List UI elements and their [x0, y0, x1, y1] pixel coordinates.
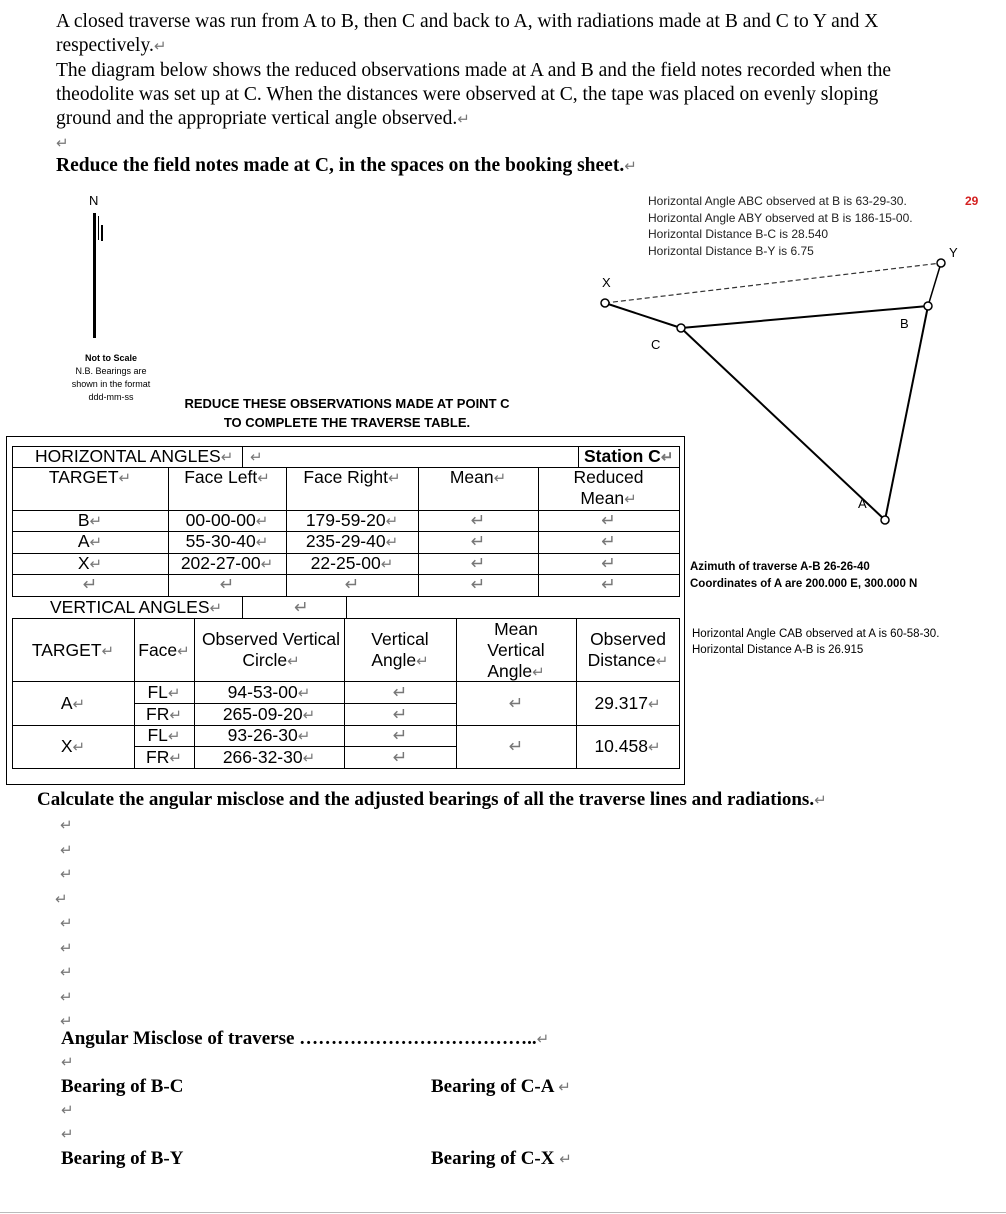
calc-question: Calculate the angular misclose and the adjusted bearings of all the traverse lines and radiations.↵: [37, 789, 827, 810]
vertical-spacer: ↵: [294, 597, 309, 617]
h-row-empty-5: ↵: [601, 574, 616, 594]
h-row-empty-4: ↵: [470, 574, 486, 594]
station-label: Station C↵: [584, 446, 674, 466]
page-number: 29: [965, 194, 979, 208]
bearing-cx-label: Bearing of C-X ↵: [431, 1148, 572, 1169]
line-a-b: [885, 306, 928, 520]
v-row-x-face-fr: FR↵: [146, 747, 182, 767]
v-row-a-face-fl: FL↵: [147, 682, 181, 702]
intro-line-5: ground and the appropriate vertical angle observed.↵: [56, 108, 470, 129]
v-row-a-reading-fl: 94-53-00↵: [227, 682, 311, 702]
h-row-a-reduced[interactable]: ↵: [601, 531, 616, 551]
blank-line-1: ↵: [61, 1055, 74, 1071]
v-row-a-angle-fr[interactable]: ↵: [392, 704, 408, 724]
header-reduced-mean: Reduced Mean↵: [573, 467, 644, 508]
h-row-a-fl: 55-30-40↵: [185, 531, 269, 551]
header-face-left: Face Left↵: [184, 467, 270, 487]
h-row-empty-3: ↵: [344, 574, 360, 594]
vertical-angles-label: VERTICAL ANGLES↵: [50, 597, 223, 617]
instruction-text: Reduce the field notes made at C, in the spaces on the booking sheet.↵: [56, 155, 637, 176]
h-row-b-reduced[interactable]: ↵: [601, 510, 616, 530]
v-header-mean-vertical: Mean Vertical Angle↵: [487, 619, 545, 681]
v-row-x-mean[interactable]: ↵: [508, 736, 524, 756]
v-row-x-distance: 10.458↵: [594, 736, 661, 756]
blank-line-2: ↵: [61, 1103, 74, 1119]
radiation-line-xy: [605, 263, 941, 303]
h-row-a-mean[interactable]: ↵: [470, 531, 486, 551]
spacer-mark: ↵: [250, 449, 263, 466]
h-row-a-target: A↵: [77, 531, 103, 551]
blank-paragraph: ↵: [56, 136, 69, 152]
point-b-icon: [924, 302, 932, 310]
horizontal-angles-label: HORIZONTAL ANGLES↵: [35, 446, 234, 466]
h-row-b-mean[interactable]: ↵: [470, 510, 486, 530]
observations-at-b: Horizontal Angle ABC observed at B is 63-29-30. Horizontal Angle ABY observed at B is 186-15-00. Horizontal Distance B-C is 28.540 Horizontal Distance B-Y is 6.75: [648, 194, 913, 258]
header-face-right: Face Right↵: [303, 467, 401, 487]
h-row-x-fr: 22-25-00↵: [310, 553, 394, 573]
line-b-y: [928, 263, 941, 306]
v-row-a-angle-fl[interactable]: ↵: [392, 682, 408, 702]
answer-space[interactable]: ↵ ↵ ↵ ↵ ↵ ↵ ↵ ↵ ↵: [55, 818, 73, 1030]
point-a-icon: [881, 516, 889, 524]
point-y-icon: [937, 259, 945, 267]
line-c-a: [681, 328, 885, 520]
line-b-c: [681, 306, 928, 328]
h-row-x-mean[interactable]: ↵: [470, 553, 486, 573]
reduce-note: REDUCE THESE OBSERVATIONS MADE AT POINT C TO COMPLETE THE TRAVERSE TABLE.: [184, 396, 510, 430]
bearing-bc-label: Bearing of B-C: [61, 1076, 184, 1097]
label-b: B: [900, 316, 909, 331]
intro-line-2: respectively.↵: [56, 35, 167, 56]
h-row-b-fr: 179-59-20↵: [305, 510, 399, 530]
point-c-icon: [677, 324, 685, 332]
v-header-vertical-angle: Vertical Angle↵: [371, 629, 429, 670]
v-header-face: Face↵: [138, 640, 190, 660]
label-y: Y: [949, 245, 958, 260]
intro-line-4: theodolite was set up at C. When the distances were observed at C, the tape was placed on evenly sloping: [56, 84, 879, 105]
angular-misclose-line[interactable]: Angular Misclose of traverse ………………………………..↵: [61, 1028, 550, 1049]
v-row-a-target: A↵: [60, 693, 86, 713]
bearing-by-label: Bearing of B-Y: [61, 1148, 184, 1169]
line-c-x: [605, 303, 681, 328]
observations-at-a-bold: Azimuth of traverse A-B 26-26-40 Coordinates of A are 200.000 E, 300.000 N: [690, 561, 918, 590]
v-header-observed-distance: Observed Distance↵: [587, 629, 669, 670]
v-row-x-face-fl: FL↵: [147, 725, 181, 745]
v-row-x-reading-fr: 266-32-30↵: [222, 747, 316, 767]
v-row-a-reading-fr: 265-09-20↵: [222, 704, 316, 724]
v-row-x-reading-fl: 93-26-30↵: [227, 725, 311, 745]
blank-line-3: ↵: [61, 1127, 74, 1143]
h-row-empty-2: ↵: [219, 574, 235, 594]
v-row-x-target: X↵: [60, 736, 86, 756]
h-row-a-fr: 235-29-40↵: [305, 531, 399, 551]
header-mean: Mean↵: [449, 467, 507, 487]
observations-at-a: Horizontal Angle CAB observed at A is 60-58-30. Horizontal Distance A-B is 26.915: [692, 628, 940, 656]
label-x: X: [602, 275, 611, 290]
h-row-b-fl: 00-00-00↵: [185, 510, 269, 530]
h-row-x-target: X↵: [77, 553, 103, 573]
page-bottom-border: [0, 1212, 1006, 1213]
header-target: TARGET↵: [48, 467, 132, 487]
v-row-a-mean[interactable]: ↵: [508, 693, 524, 713]
v-header-observed-circle: Observed Vertical Circle↵: [201, 629, 341, 670]
intro-line-1: A closed traverse was run from A to B, then C and back to A, with radiations made at B and C to Y and X: [56, 11, 879, 32]
v-row-x-angle-fl[interactable]: ↵: [392, 725, 408, 745]
label-a: A: [858, 496, 867, 511]
north-label: N: [89, 193, 99, 208]
point-x-icon: [601, 299, 609, 307]
h-row-x-reduced[interactable]: ↵: [601, 553, 616, 573]
h-row-b-target: B↵: [77, 510, 103, 530]
scale-note: Not to Scale N.B. Bearings are shown in the format ddd-mm-ss: [71, 353, 151, 402]
v-row-a-face-fr: FR↵: [146, 704, 182, 724]
h-row-empty-1: ↵: [82, 574, 98, 594]
h-row-x-fl: 202-27-00↵: [180, 553, 274, 573]
v-row-x-angle-fr[interactable]: ↵: [392, 747, 408, 767]
intro-line-3: The diagram below shows the reduced observations made at A and B and the field notes recorded when the: [56, 60, 891, 81]
v-row-a-distance: 29.317↵: [594, 693, 661, 713]
bearing-ca-label: Bearing of C-A ↵: [431, 1076, 571, 1097]
v-header-target: TARGET↵: [31, 640, 115, 660]
label-c: C: [651, 337, 661, 352]
